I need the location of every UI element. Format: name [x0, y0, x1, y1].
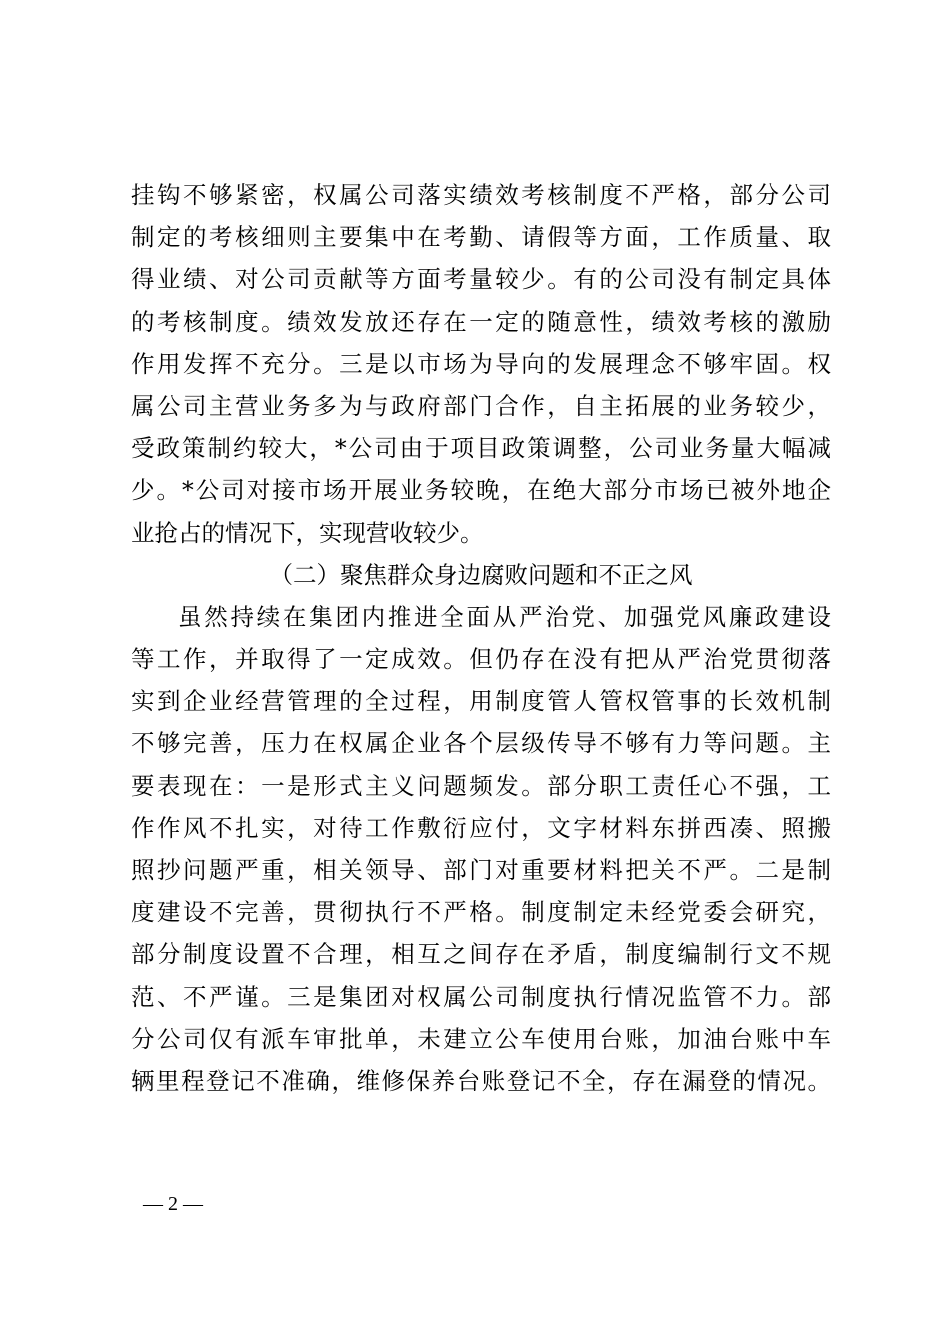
text-line: 作作风不扎实，对待工作敷衍应付，文字材料东拼西凑、照搬	[131, 813, 831, 842]
text-line: 业抢占的情况下，实现营收较少。	[131, 518, 484, 547]
text-line: 的考核制度。绩效发放还存在一定的随意性，绩效考核的激励	[131, 307, 831, 336]
text-line: 等工作，并取得了一定成效。但仍存在没有把从严治党贯彻落	[131, 645, 831, 674]
text-line: 分公司仅有派车审批单，未建立公车使用台账，加油台账中车	[131, 1024, 831, 1053]
text-line: 挂钩不够紧密，权属公司落实绩效考核制度不严格，部分公司	[131, 181, 831, 209]
text-line: 要表现在：一是形式主义问题频发。部分职工责任心不强，工	[131, 771, 831, 800]
text-line: 辆里程登记不准确，维修保养台账登记不全，存在漏登的情况。	[131, 1066, 831, 1095]
text-line: 实到企业经营管理的全过程，用制度管人管权管事的长效机制	[131, 687, 831, 716]
text-line: 得业绩、对公司贡献等方面考量较少。有的公司没有制定具体	[131, 265, 831, 294]
body-text	[131, 174, 831, 1102]
text-line: 制定的考核细则主要集中在考勤、请假等方面，工作质量、取	[131, 223, 831, 252]
page-number: — 2 —	[143, 1193, 203, 1215]
text-line: 部分制度设置不合理，相互之间存在矛盾，制度编制行文不规	[131, 940, 831, 969]
text-line: 属公司主营业务多为与政府部门合作，自主拓展的业务较少，	[131, 391, 831, 420]
text-line: 受政策制约较大，*公司由于项目政策调整，公司业务量大幅减	[131, 434, 831, 463]
text-line: 照抄问题严重，相关领导、部门对重要材料把关不严。二是制	[131, 856, 831, 884]
text-line: 度建设不完善，贯彻执行不严格。制度制定未经党委会研究，	[131, 898, 831, 927]
section-heading: （二）聚焦群众身边腐败问题和不正之风	[269, 560, 693, 589]
text-line: 范、不严谨。三是集团对权属公司制度执行情况监管不力。部	[131, 982, 831, 1011]
text-line: 作用发挥不充分。三是以市场为导向的发展理念不够牢固。权	[131, 349, 831, 378]
text-line: 虽然持续在集团内推进全面从严治党、加强党风廉政建设	[178, 602, 831, 631]
text-line: 不够完善，压力在权属企业各个层级传导不够有力等问题。主	[131, 729, 831, 758]
text-line: 少。*公司对接市场开展业务较晚，在绝大部分市场已被外地企	[131, 476, 831, 505]
